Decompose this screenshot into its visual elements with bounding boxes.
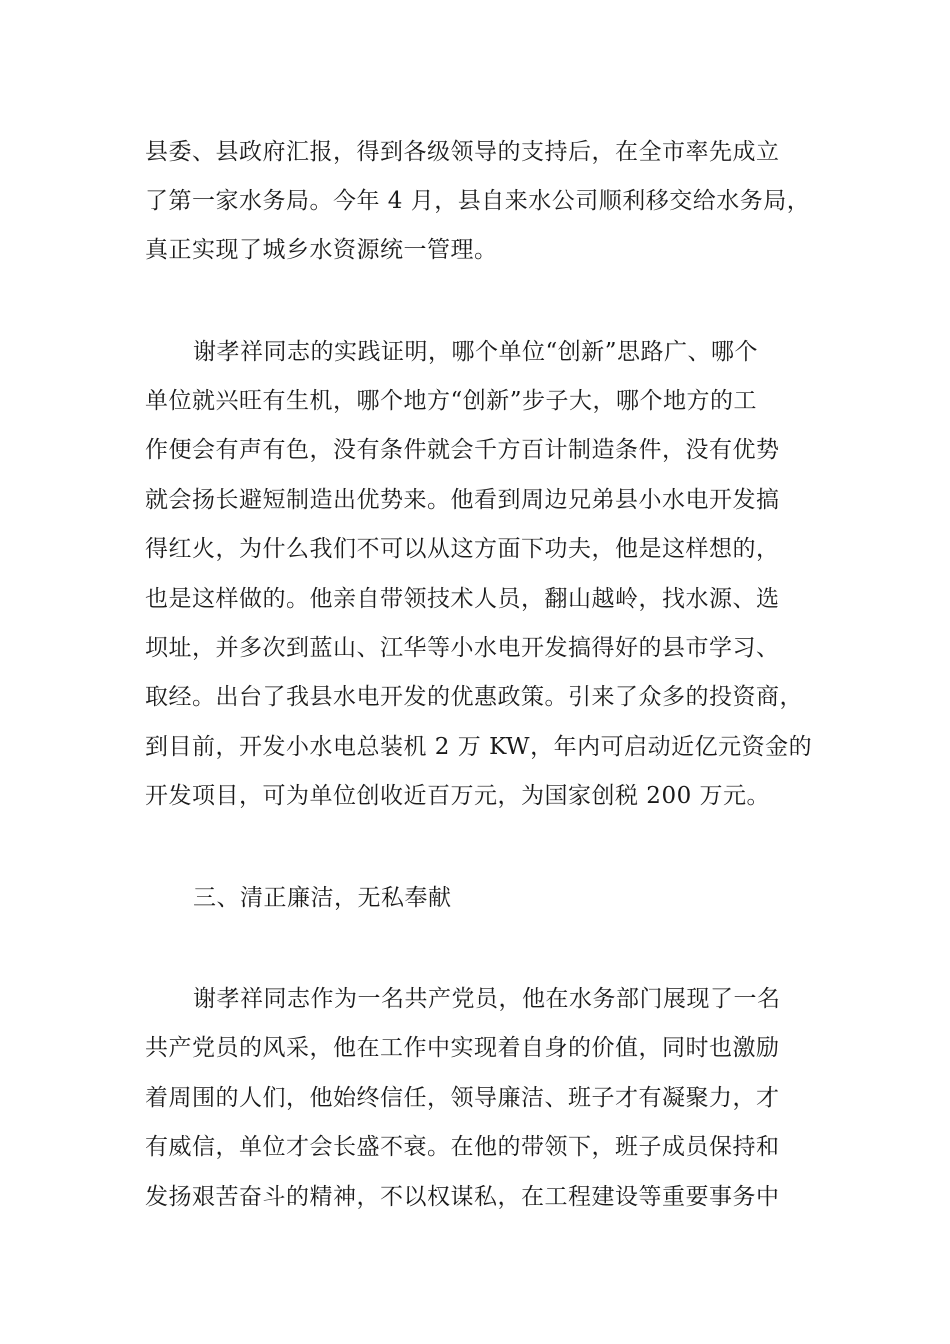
paragraph-line: 真正实现了城乡水资源统一管理。 bbox=[145, 237, 498, 263]
paragraph-line: 着周围的人们，他始终信任，领导廉洁、班子才有凝聚力，才 bbox=[145, 1085, 780, 1111]
paragraph-line: 谢孝祥同志作为一名共产党员，他在水务部门展现了一名 bbox=[193, 986, 781, 1012]
paragraph-line: 开发项目，可为单位创收近百万元，为国家创税 200 万元。 bbox=[145, 783, 771, 809]
paragraph-line: 单位就兴旺有生机，哪个地方“创新”步子大，哪个地方的工 bbox=[145, 388, 758, 414]
paragraph-line: 坝址，并多次到蓝山、江华等小水电开发搞得好的县市学习、 bbox=[145, 635, 780, 661]
paragraph-line: 作便会有声有色，没有条件就会千方百计制造条件，没有优势 bbox=[145, 437, 780, 463]
paragraph-line: 得红火，为什么我们不可以从这方面下功夫，他是这样想的， bbox=[145, 536, 780, 562]
paragraph-line: 到目前，开发小水电总装机 2 万 KW，年内可启动近亿元资金的 bbox=[145, 734, 813, 760]
paragraph-line: 共产党员的风采，他在工作中实现着自身的价值，同时也激励 bbox=[145, 1035, 780, 1061]
paragraph-line: 了第一家水务局。今年 4 月，县自来水公司顺利移交给水务局， bbox=[145, 188, 811, 214]
section-heading: 三、清正廉洁，无私奉献 bbox=[193, 885, 452, 911]
paragraph-line: 县委、县政府汇报，得到各级领导的支持后，在全市率先成立 bbox=[145, 139, 780, 165]
paragraph-line: 谢孝祥同志的实践证明，哪个单位“创新”思路广、哪个 bbox=[193, 339, 759, 365]
paragraph-line: 有威信，单位才会长盛不衰。在他的带领下，班子成员保持和 bbox=[145, 1134, 780, 1160]
paragraph-line: 发扬艰苦奋斗的精神，不以权谋私，在工程建设等重要事务中 bbox=[145, 1184, 780, 1210]
paragraph-line: 取经。出台了我县水电开发的优惠政策。引来了众多的投资商， bbox=[145, 684, 803, 710]
paragraph-line: 就会扬长避短制造出优势来。他看到周边兄弟县小水电开发搞 bbox=[145, 487, 780, 513]
paragraph-line: 也是这样做的。他亲自带领技术人员，翻山越岭，找水源、选 bbox=[145, 586, 780, 612]
